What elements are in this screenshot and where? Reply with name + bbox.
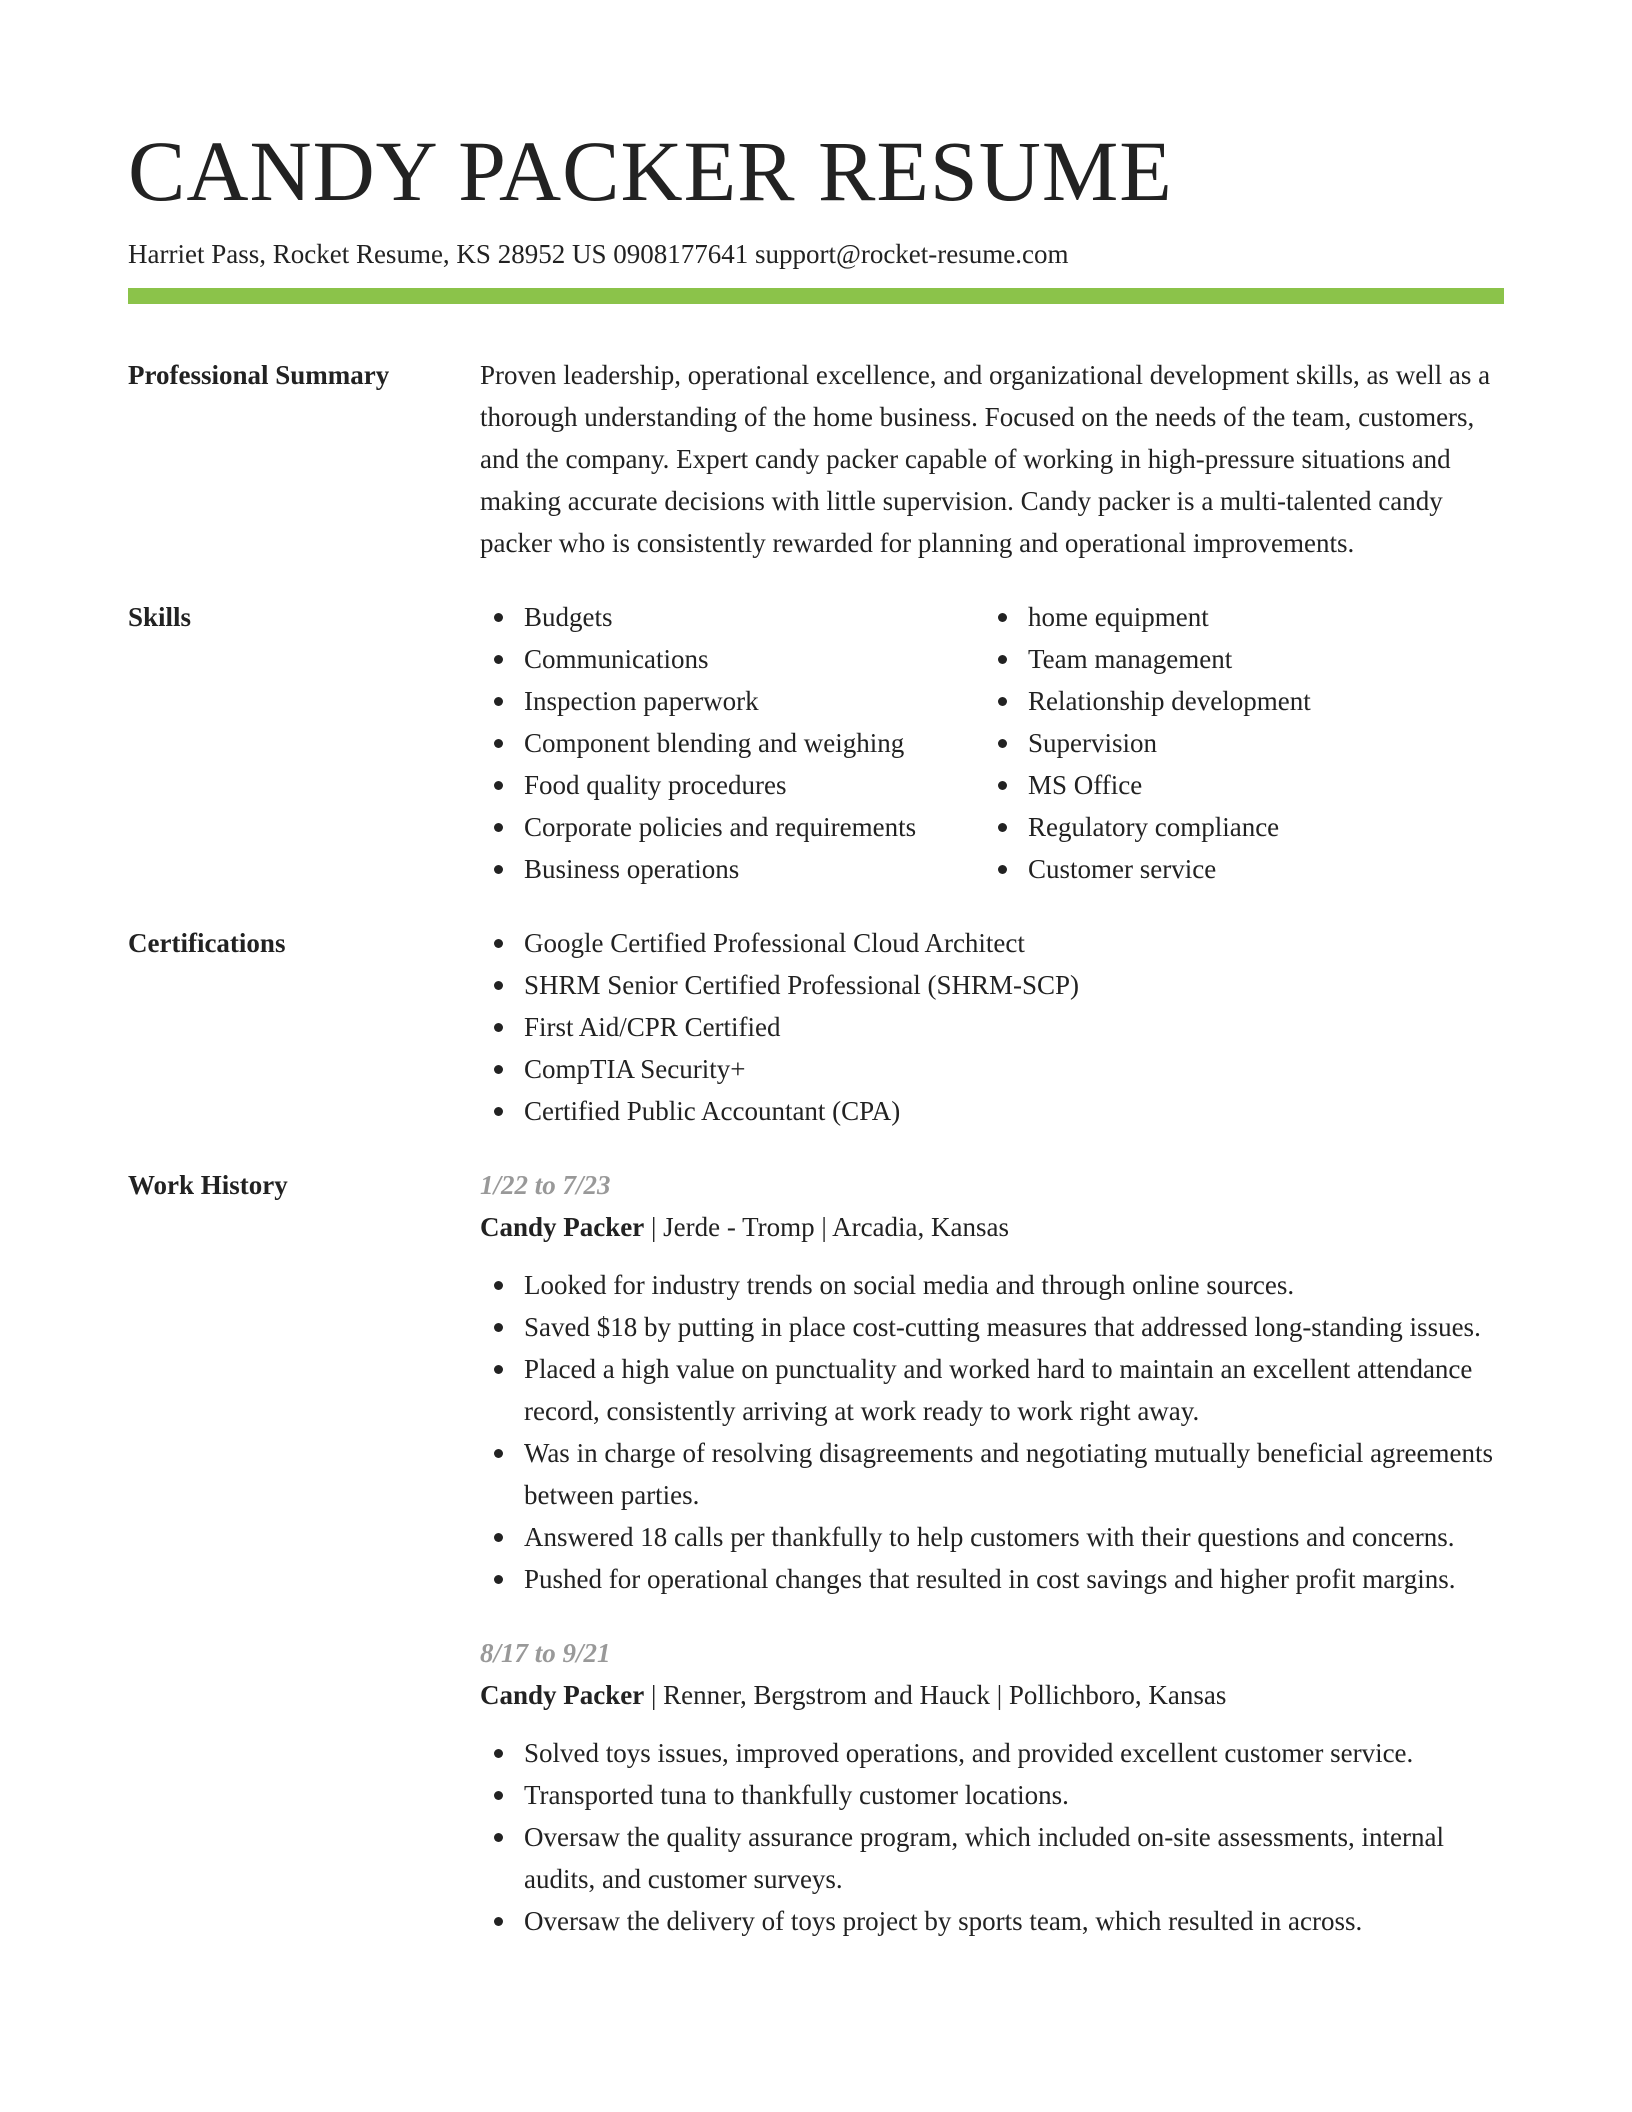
job-title: Candy Packer xyxy=(480,1680,645,1710)
job-entry xyxy=(480,1632,1504,1942)
skill-item: MS Office xyxy=(984,764,1488,806)
skill-item: Budgets xyxy=(480,596,984,638)
resume-page xyxy=(128,118,1504,1942)
section-heading: Skills xyxy=(128,602,192,632)
job-employer-location: | Jerde - Tromp | Arcadia, Kansas xyxy=(644,1212,1010,1242)
skill-item: Regulatory compliance xyxy=(984,806,1488,848)
skills-list-right xyxy=(984,596,1488,890)
section-heading: Professional Summary xyxy=(128,360,390,390)
contact-line: Harriet Pass, Rocket Resume, KS 28952 US 0908177641 support@rocket-resume.com xyxy=(128,239,1069,269)
skill-item: Communications xyxy=(480,638,984,680)
skills-section xyxy=(128,596,1504,890)
section-heading: Certifications xyxy=(128,928,286,958)
work-history-body xyxy=(480,1164,1504,1942)
skill-item: Relationship development xyxy=(984,680,1488,722)
certifications-section xyxy=(128,922,1504,1132)
skill-item: home equipment xyxy=(984,596,1488,638)
job-bullet: Was in charge of resolving disagreements and negotiating mutually beneficial agreements between parties. xyxy=(480,1432,1504,1516)
job-bullet: Transported tuna to thankfully customer locations. xyxy=(480,1774,1504,1816)
skill-item: Food quality procedures xyxy=(480,764,984,806)
skill-item: Business operations xyxy=(480,848,984,890)
job-dates: 8/17 to 9/21 xyxy=(480,1638,611,1668)
job-bullet: Pushed for operational changes that resulted in cost savings and higher profit margins. xyxy=(480,1558,1504,1600)
job-title: Candy Packer xyxy=(480,1212,645,1242)
certification-item: Google Certified Professional Cloud Architect xyxy=(480,922,1504,964)
job-bullet: Placed a high value on punctuality and worked hard to maintain an excellent attendance record, consistently arriving at work ready to work right away. xyxy=(480,1348,1504,1432)
job-bullets xyxy=(480,1264,1504,1600)
section-heading: Work History xyxy=(128,1170,288,1200)
skill-item: Team management xyxy=(984,638,1488,680)
job-employer-location: | Renner, Bergstrom and Hauck | Pollichboro, Kansas xyxy=(644,1680,1227,1710)
job-heading xyxy=(480,1206,1504,1248)
skill-item: Corporate policies and requirements xyxy=(480,806,984,848)
job-heading xyxy=(480,1674,1504,1716)
job-bullet: Oversaw the quality assurance program, which included on-site assessments, internal audits, and customer surveys. xyxy=(480,1816,1504,1900)
job-dates: 1/22 to 7/23 xyxy=(480,1170,611,1200)
job-bullet: Oversaw the delivery of toys project by sports team, which resulted in across. xyxy=(480,1900,1504,1942)
skill-item: Component blending and weighing xyxy=(480,722,984,764)
certification-item: First Aid/CPR Certified xyxy=(480,1006,1504,1048)
resume-title: CANDY PACKER RESUME xyxy=(128,123,1173,219)
professional-summary-section xyxy=(128,354,1504,564)
skill-item: Supervision xyxy=(984,722,1488,764)
work-history-section xyxy=(128,1164,1504,1942)
job-bullet: Solved toys issues, improved operations, and provided excellent customer service. xyxy=(480,1732,1504,1774)
skills-list-left xyxy=(480,596,984,890)
skill-item: Inspection paperwork xyxy=(480,680,984,722)
certifications-body xyxy=(480,922,1504,1132)
certification-item: SHRM Senior Certified Professional (SHRM-SCP) xyxy=(480,964,1504,1006)
summary-text: Proven leadership, operational excellence, and organizational development skills, as well as a thorough understanding of the home business. Focused on the needs of the team, customers, and the company. Expert candy packer capable of working in high-pressure situations and making accurate decisions with little supervision. Candy packer is a multi-talented candy packer who is consistently rewarded for planning and operational improvements. xyxy=(480,360,1491,558)
skill-item: Customer service xyxy=(984,848,1488,890)
certification-item: Certified Public Accountant (CPA) xyxy=(480,1090,1504,1132)
certification-item: CompTIA Security+ xyxy=(480,1048,1504,1090)
job-bullet: Looked for industry trends on social media and through online sources. xyxy=(480,1264,1504,1306)
job-bullet: Answered 18 calls per thankfully to help customers with their questions and concerns. xyxy=(480,1516,1504,1558)
job-entry xyxy=(480,1164,1504,1600)
job-bullet: Saved $18 by putting in place cost-cutting measures that addressed long-standing issues. xyxy=(480,1306,1504,1348)
job-bullets xyxy=(480,1732,1504,1942)
skills-columns xyxy=(480,596,1504,890)
accent-divider xyxy=(128,288,1504,304)
certifications-list xyxy=(480,922,1504,1132)
